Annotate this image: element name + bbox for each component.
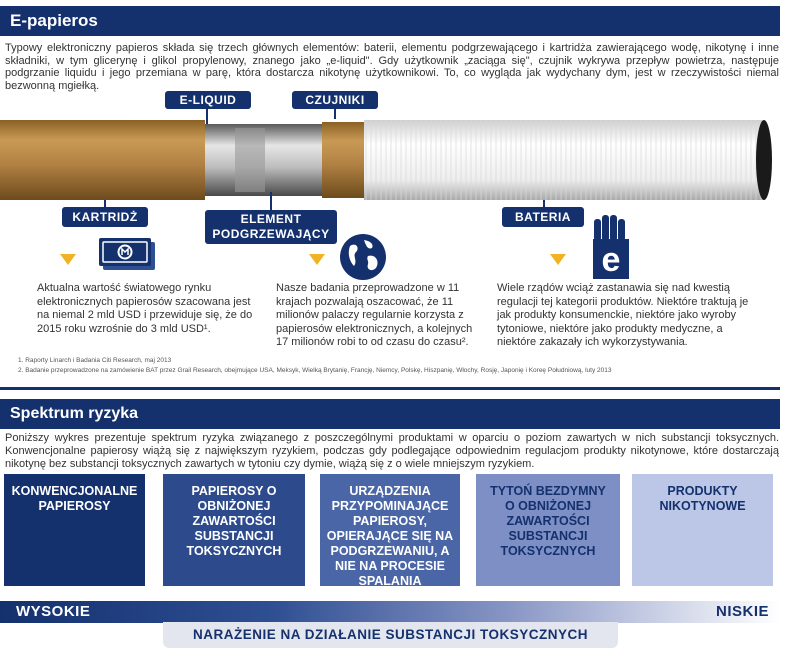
label-element-line1: ELEMENT	[240, 212, 302, 226]
risk-box-heated-devices: URZĄDZENIA PRZYPOMINAJĄCE PAPIEROSY, OPIERAJĄCE SIĘ NA PODGRZEWANIU, A NIE NA PROCESIE SPALANIA	[320, 474, 460, 586]
cartridge-shape	[0, 120, 205, 200]
connector-element	[270, 192, 272, 210]
label-bateria: BATERIA	[502, 207, 584, 227]
battery-tip-shape	[756, 120, 772, 200]
battery-stripes	[364, 120, 764, 200]
risk-box-smokeless: TYTOŃ BEZDYMNY O OBNIŻONEJ ZAWARTOŚCI SUBSTANCJI TOKSYCZNYCH	[476, 474, 620, 586]
section-title-e-papieros: E-papieros	[0, 6, 780, 36]
label-element-line2: PODGRZEWAJĄCY	[212, 227, 330, 241]
heating-metal-shape	[205, 124, 330, 196]
fact-regulation: Wiele rządów wciąż zastanawia się nad kwestią regulacji tej kategorii produktów. Niektóre traktują je jak produkty konsumenckie, niektóre jako wyroby tytoniowe, niektóre jako produkty medyczne, a niektóre zakazały ich wykorzystywania.	[497, 282, 749, 349]
risk-gradient-bar	[0, 601, 780, 623]
e-cigarette-illustration	[0, 100, 788, 210]
exposure-label: NARAŻENIE NA DZIAŁANIE SUBSTANCJI TOKSYCZNYCH	[163, 622, 618, 648]
sensor-band-shape	[322, 122, 364, 198]
risk-box-nicotine-products: PRODUKTY NIKOTYNOWE	[632, 474, 773, 586]
globe-icon	[338, 232, 388, 287]
scale-high-label: WYSOKIE	[16, 603, 91, 620]
fact-market-value: Aktualna wartość światowego rynku elektronicznych papierosów szacowana jest na niemal 2 mld USD i przewiduje się, że do 2015 roku wzrośnie do 3 mld USD¹.	[37, 282, 253, 335]
e-cigarette-regulation-icon	[591, 215, 633, 286]
banknote-icon	[97, 236, 157, 277]
arrow-down-2	[309, 254, 325, 265]
section-divider	[0, 387, 780, 390]
section-title-spektrum: Spektrum ryzyka	[0, 399, 780, 429]
svg-text:e: e	[601, 241, 621, 279]
heating-ring-shape	[235, 128, 265, 192]
label-kartridz: KARTRIDŻ	[62, 207, 148, 227]
footnote-2: 2. Badanie przeprowadzone na zamówienie BAT przez Grail Research, obejmujące USA, Meksyk, Wielką Brytanię, Francję, Niemcy, Polskę, Hiszpanię, Włochy, Rosję, Japonię i Koreę Południową, luty 2013	[18, 367, 612, 374]
footnote-1: 1. Raporty Linarch i Badania Citi Research, maj 2013	[18, 357, 172, 364]
risk-intro-paragraph: Poniższy wykres prezentuje spektrum ryzyka związanego z poszczególnymi produktami w oparciu o poziom zawartych w nich substancji toksycznych. Konwencjonalne papierosy wiążą się z największym ryzykiem, podczas gdy podlegające odpowiednim regulacjom produkty nikotynowe, które dostarczają nikotynę bez substancji toksycznych zawartych w tytoniu czy dymie, wiążą się z o wiele mniejszym ryzykiem.	[5, 432, 779, 470]
label-element-podgrzewajacy	[205, 210, 337, 244]
scale-low-label: NISKIE	[716, 603, 770, 620]
fact-users: Nasze badania przeprowadzone w 11 krajach pozwalają oszacować, że 11 milionów palaczy regularnie korzysta z papierosów elektronicznych, a kolejnych 17 milionów robi to od czasu do czasu².	[276, 282, 473, 349]
arrow-down-3	[550, 254, 566, 265]
arrow-down-1	[60, 254, 76, 265]
risk-box-reduced-toxicant: PAPIEROSY O OBNIŻONEJ ZAWARTOŚCI SUBSTANCJI TOKSYCZNYCH	[163, 474, 305, 586]
label-e-liquid: E-LIQUID	[165, 91, 251, 109]
label-czujniki: CZUJNIKI	[292, 91, 378, 109]
intro-paragraph: Typowy elektroniczny papieros składa się trzech głównych elementów: baterii, elementu podgrzewającego i kartridża zawierającego wodę, nikotynę i inne składniki, w tym glicerynę i glikol propylenowy, znanego jako „e-liquid". Gdy użytkownik „zaciąga się", czujnik wykrywa przepływ powietrza, następuje podgrzanie liquidu i jego przemiana w parę, która dostarcza nikotynę użytkownikowi. To, co wygląda jak wydychany dym, jest w rzeczywistości niemal bezwonną mgiełką.	[5, 42, 779, 92]
risk-box-conventional: KONWENCJONALNE PAPIEROSY	[4, 474, 145, 586]
